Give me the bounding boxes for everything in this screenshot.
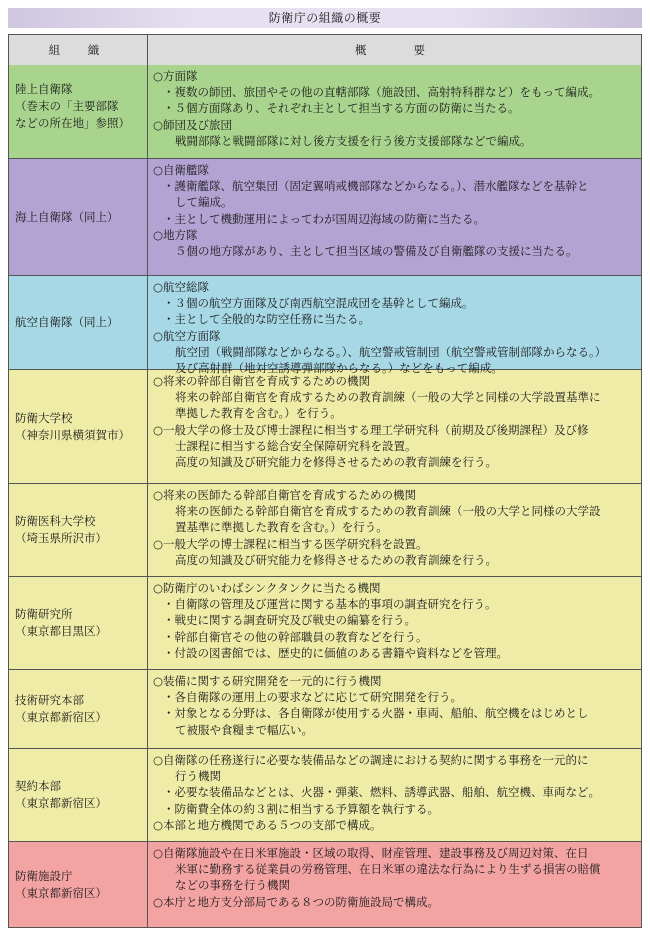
organization-name-line: 海上自衛隊（同上）: [15, 209, 119, 224]
overview-line: ・対象となる分野は、各自衛隊が使用する火器・車両、船舶、航空機をはじめとし: [163, 706, 589, 721]
overview-line: ○防衛庁のいわばシンクタンクに当たる機関: [153, 581, 381, 595]
table-row: [9, 841, 641, 927]
organization-overview: [148, 670, 641, 748]
header-overview: 概 要: [148, 35, 641, 65]
overview-line: して編成。: [175, 195, 233, 210]
overview-line: ○方面隊: [153, 69, 198, 83]
overview-line: ○将来の医師たる幹部自衛官を育成するための機関: [153, 488, 417, 502]
organization-name: [9, 484, 148, 576]
overview-line: ○師団及び旅団: [153, 117, 233, 132]
organization-overview: [148, 577, 641, 669]
overview-line: ○自衛艦隊: [153, 163, 210, 177]
overview-line: ・戦史に関する調査研究及び戦史の編纂を行う。: [163, 613, 416, 628]
table-row: [9, 369, 641, 483]
page-title: 防衛庁の組織の概要: [8, 8, 642, 28]
overview-line: ・付設の図書館では、歴史的に価値のある書籍や資料などを管理。: [163, 645, 508, 660]
organization-table: [8, 34, 642, 928]
organization-name-line: （巻末の「主要部隊: [15, 99, 119, 113]
organization-name-line: （東京都新宿区）: [15, 710, 107, 724]
overview-line: ○地方隊: [153, 227, 198, 242]
organization-name-line: 技術研究本部: [15, 693, 84, 707]
overview-line: ○一般大学の博士課程に相当する医学研究科を設置。: [153, 536, 428, 551]
organization-name-line: 防衛医科大学校: [15, 514, 96, 528]
table-header-row: [9, 35, 641, 65]
overview-line: ○装備に関する研究開発を一元的に行う機関: [153, 674, 382, 688]
overview-line: て被服や食糧まで幅広い。: [175, 722, 313, 737]
overview-line: ・主として全般的な防空任務に当たる。: [163, 312, 370, 327]
organization-overview: [148, 276, 641, 376]
overview-line: ○本庁と地方支分部局である８つの防衛施設局で構成。: [153, 894, 440, 909]
table-row: [9, 158, 641, 275]
organization-name: [9, 159, 148, 275]
organization-overview: [148, 749, 641, 841]
overview-line: ・５個方面隊あり、それぞれ主として担当する方面の防衛に当たる。: [163, 101, 520, 116]
table-row: [9, 65, 641, 158]
overview-line: ・各自衛隊の運用上の要求などに応じて研究開発を行う。: [163, 690, 462, 705]
overview-line: ・複数の師団、旅団やその他の直轄部隊（施設団、高射特科群など）をもって編成。: [163, 85, 600, 100]
overview-line: ・自衛隊の管理及び運営に関する基本的事項の調査研究を行う。: [163, 597, 497, 612]
organization-name-line: （東京都目黒区）: [15, 624, 107, 638]
organization-name-line: （神奈川県横須賀市）: [15, 427, 130, 442]
organization-name-line: 防衛研究所: [15, 607, 73, 621]
organization-name-line: 陸上自衛隊: [15, 82, 73, 96]
organization-name-line: 防衛大学校: [15, 410, 73, 425]
overview-line: 高度の知識及び研究能力を修得させるための教育訓練を行う。: [175, 455, 497, 470]
organization-overview: [148, 65, 641, 158]
organization-name-line: （東京都新宿区）: [15, 796, 107, 810]
organization-overview: [148, 159, 641, 275]
overview-line: 将来の医師たる幹部自衛官を育成するための教育訓練（一般の大学と同様の大学設: [175, 504, 601, 519]
organization-name: [9, 276, 148, 369]
overview-line: ・主として機動運用によってわが国周辺海域の防衛に当たる。: [163, 211, 485, 226]
organization-overview: [148, 484, 641, 576]
overview-line: ・３個の航空方面隊及び南西航空混成団を基幹として編成。: [163, 296, 474, 311]
organization-name-line: 防衛施設庁: [15, 868, 73, 883]
overview-line: 士課程に相当する総合安全保障研究科を設置。: [175, 438, 417, 453]
overview-line: ○航空総隊: [153, 280, 210, 294]
overview-line: 置基準に準拠した教育を含む。）を行う。: [175, 520, 388, 535]
overview-line: 準拠した教育を含む。）を行う。: [175, 406, 342, 421]
overview-line: ・防衛費全体の約３割に相当する予算額を執行する。: [163, 801, 439, 816]
overview-line: 航空団（戦闘部隊などからなる。）、航空警戒管制団（航空警戒管制部隊からなる。）: [175, 344, 607, 359]
organization-name: [9, 842, 148, 927]
overview-line: などの事務を行う機関: [175, 878, 290, 893]
organization-name-line: 航空自衛隊（同上）: [15, 315, 119, 329]
organization-name-line: （埼玉県所沢市）: [15, 531, 107, 545]
overview-line: 将来の幹部自衛官を育成するための教育訓練（一般の大学と同様の大学設置基準に: [175, 390, 601, 405]
organization-name-line: などの所在地」参照）: [15, 116, 130, 130]
overview-line: 及び高射群（地対空誘導弾部隊からなる。）などをもって編成。: [175, 361, 503, 376]
overview-line: ・必要な装備品などとは、火器・弾薬、燃料、誘導武器、船舶、航空機、車両など。: [163, 785, 600, 800]
organization-name-line: 契約本部: [15, 779, 61, 793]
organization-name: [9, 65, 148, 158]
organization-overview: [148, 370, 641, 483]
table-row: [9, 748, 641, 841]
overview-line: ○自衛隊施設や在日米軍施設・区域の取得、財産管理、建設事務及び周辺対策、在日: [153, 846, 589, 860]
table-body: [9, 65, 641, 927]
header-organization: 組 織: [9, 35, 148, 65]
overview-line: ○一般大学の修士及び博士課程に相当する理工学研究科（前期及び後期課程）及び修: [153, 422, 589, 437]
table-row: [9, 275, 641, 376]
overview-line: 戦闘部隊と戦闘部隊に対し後方支援を行う後方支援部隊などで編成。: [175, 133, 532, 148]
overview-line: ・護衛艦隊、航空集団（固定翼哨戒機部隊などからなる。）、潜水艦隊などを基幹と: [163, 179, 589, 194]
table-row: [9, 483, 641, 576]
overview-line: ○自衛隊の任務遂行に必要な装備品などの調達における契約に関する事務を一元的に: [153, 753, 589, 767]
organization-name-line: （東京都新宿区）: [15, 885, 107, 900]
overview-line: ５個の地方隊があり、主として担当区域の警備及び自衛艦隊の支援に当たる。: [175, 244, 578, 259]
overview-line: ○本部と地方機関である５つの支部で構成。: [153, 817, 382, 832]
organization-name: [9, 670, 148, 748]
organization-name: [9, 577, 148, 669]
table-row: [9, 576, 641, 669]
overview-line: 行う機関: [175, 769, 221, 784]
overview-line: 米軍に勤務する従業員の労務管理、在日米軍の違法な行為により生ずる損害の賠償: [175, 862, 601, 877]
overview-line: ○航空方面隊: [153, 328, 221, 343]
table-row: [9, 669, 641, 748]
overview-line: ○将来の幹部自衛官を育成するための機関: [153, 374, 371, 388]
organization-overview: [148, 842, 641, 927]
overview-line: ・幹部自衛官その他の幹部職員の教育などを行う。: [163, 629, 428, 644]
organization-name: [9, 370, 148, 483]
organization-name: [9, 749, 148, 841]
overview-line: 高度の知識及び研究能力を修得させるための教育訓練を行う。: [175, 552, 497, 567]
